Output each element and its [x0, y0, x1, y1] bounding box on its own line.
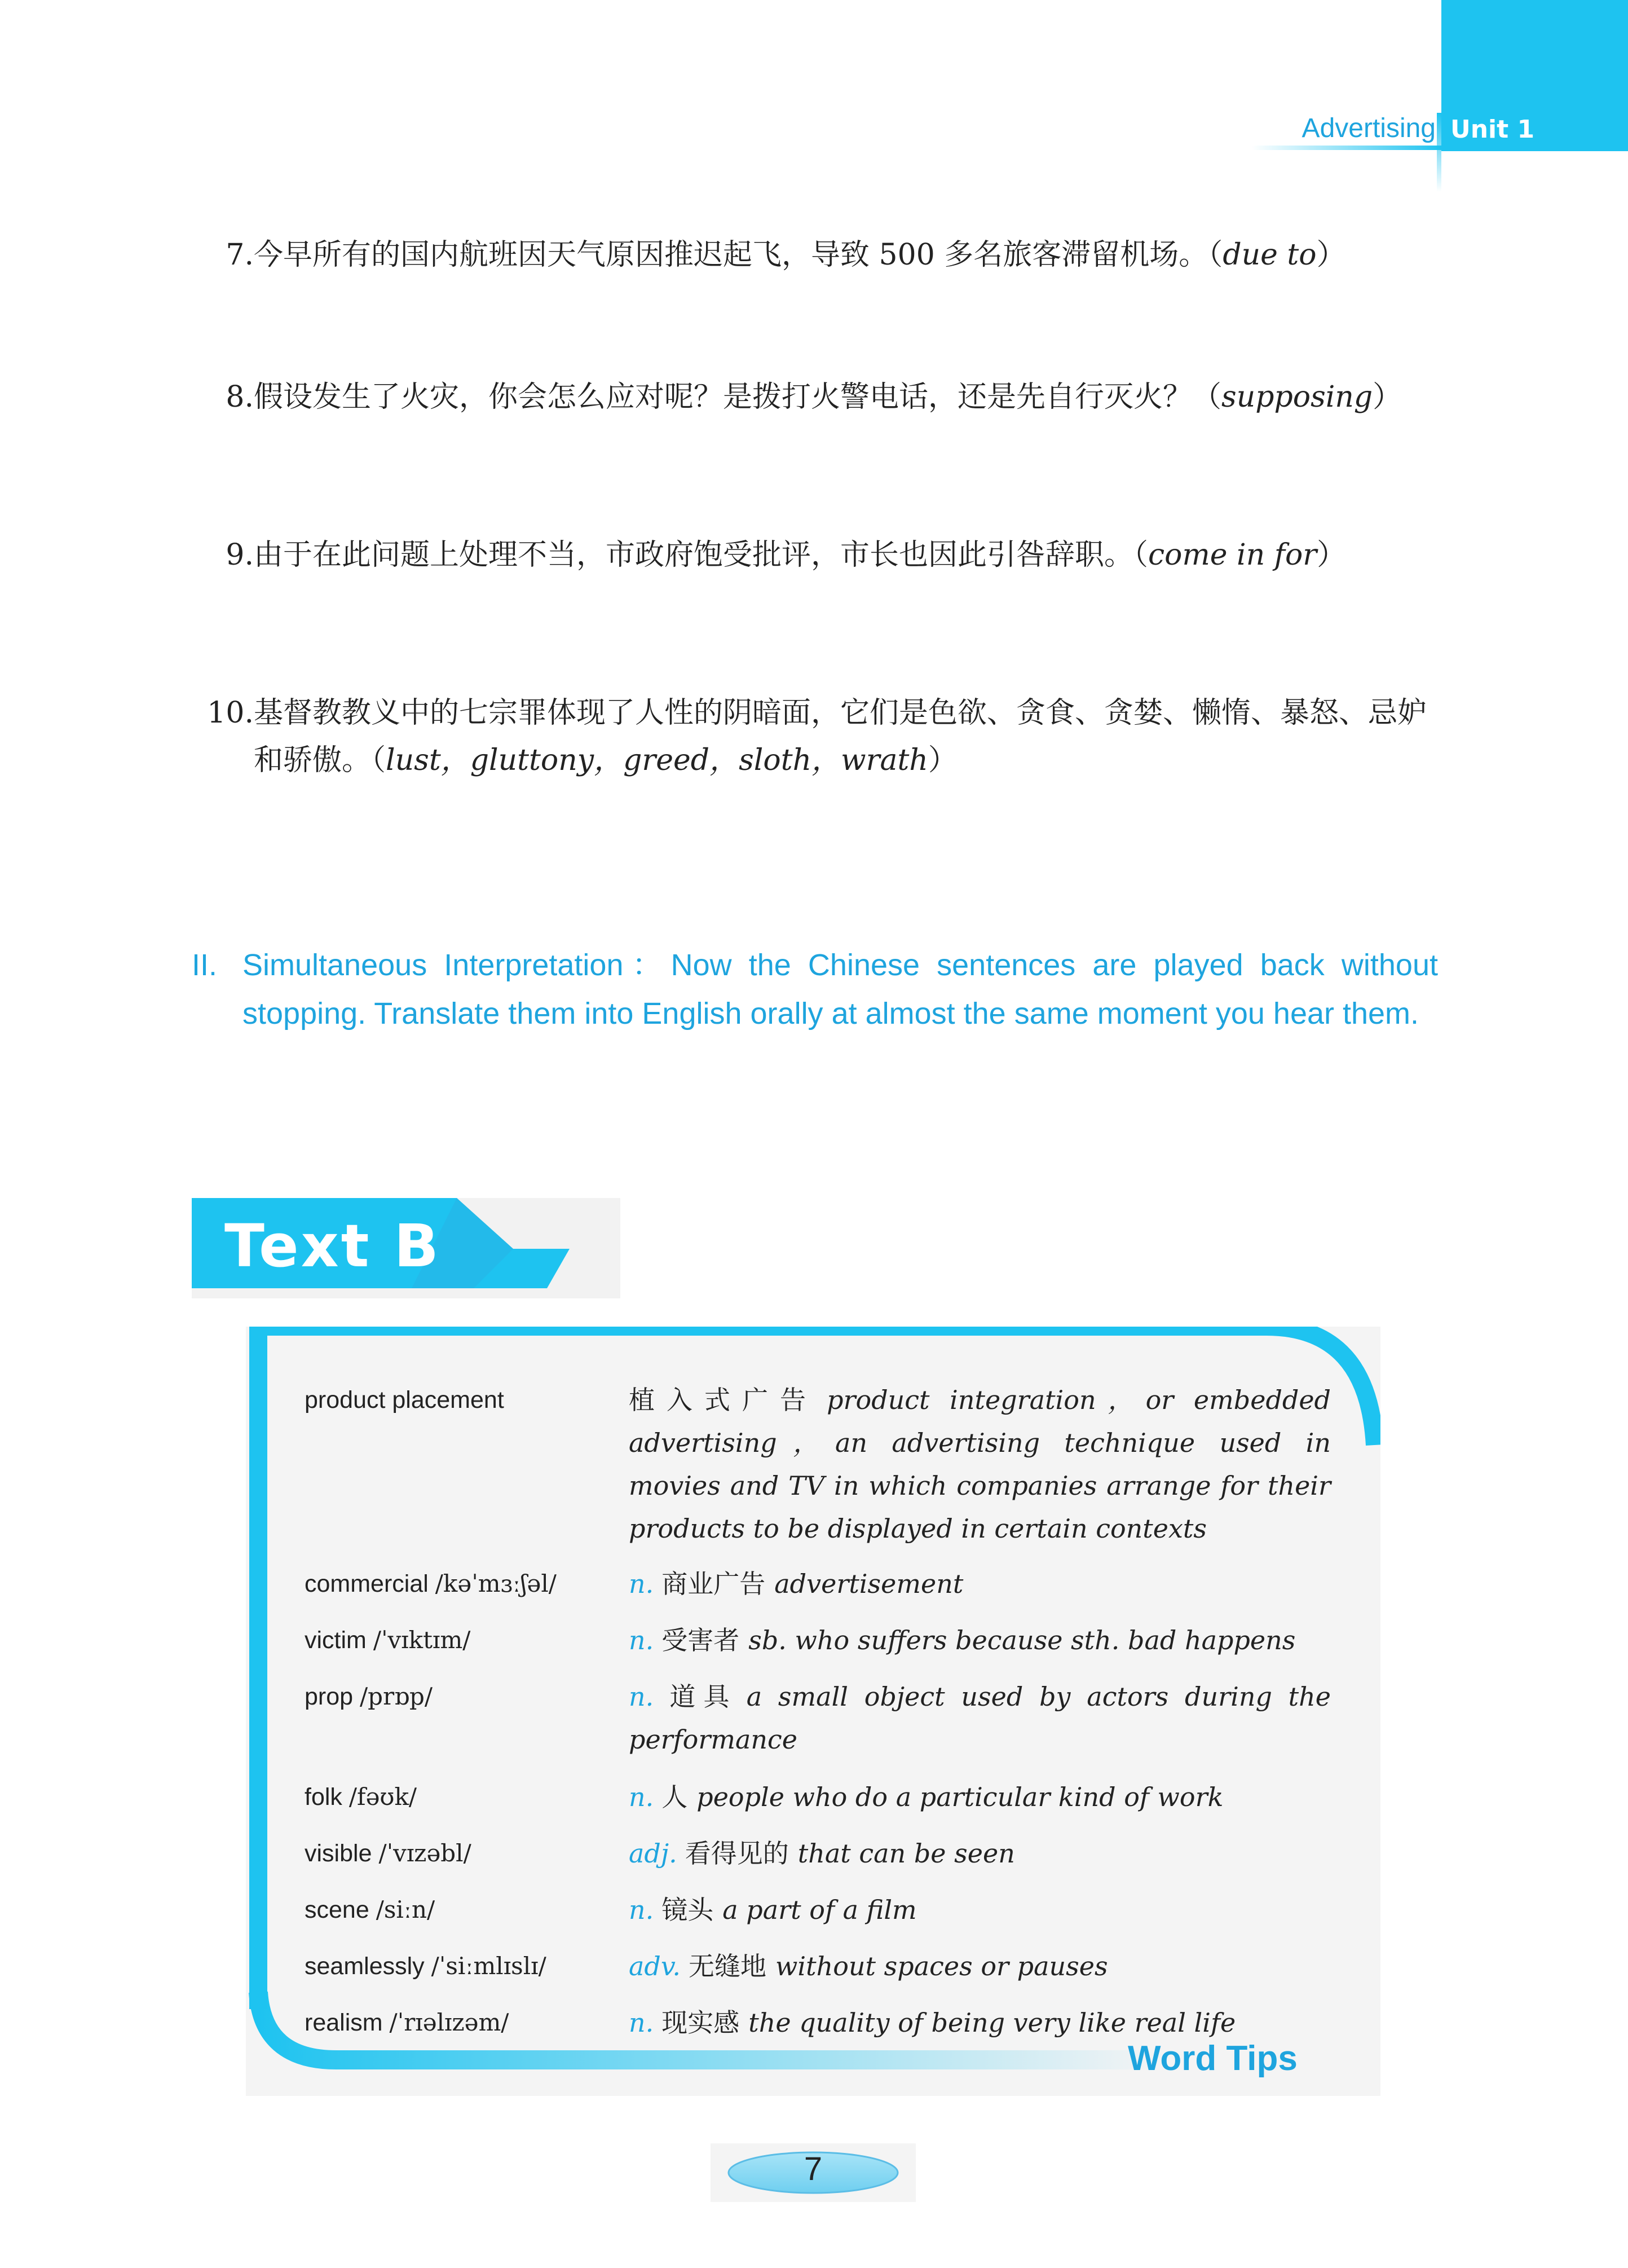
entry-phonetic: /prɒp/	[360, 1683, 433, 1710]
entry-phonetic: /kəˈmɜːʃəl/	[435, 1570, 557, 1597]
entry-word: realism	[305, 2009, 383, 2036]
entry-pos: n.	[629, 1895, 654, 1925]
header-divider	[1437, 113, 1441, 192]
item-close: ）	[1316, 238, 1346, 272]
entry-word: seamlessly	[305, 1953, 425, 1980]
item-text: 由于在此问题上处理不当，市政府饱受批评，市长也因此引咎辞职。（	[254, 538, 1149, 572]
exercise-item-9	[192, 531, 1438, 579]
entry-chinese: 看得见的	[685, 1838, 789, 1869]
exercise-item-8	[192, 373, 1438, 421]
item-hint: due to	[1223, 238, 1317, 272]
header-rule	[1252, 146, 1441, 150]
item-close: ）	[1317, 538, 1347, 572]
item-close: ）	[1373, 380, 1402, 414]
entry-definition: people who do a particular kind of work	[696, 1782, 1224, 1812]
entry-pos: n.	[629, 1782, 654, 1812]
entry-pos: adv.	[629, 1951, 681, 1981]
section-2-instructions	[192, 941, 1438, 1038]
entry-word: prop	[305, 1683, 354, 1710]
entry-phonetic: /siːn/	[376, 1896, 435, 1923]
word-tips-label: Word Tips	[1128, 2039, 1298, 2078]
entry-definition: that can be seen	[797, 1838, 1015, 1869]
entry-definition: a part of a film	[722, 1895, 917, 1925]
entry-chinese: 受害者	[661, 1625, 740, 1655]
entry-chinese: 镜头	[661, 1895, 714, 1925]
entry-definition: without spaces or pauses	[775, 1951, 1108, 1981]
word-entry	[305, 1562, 1331, 1605]
header-topic: Advertising	[1301, 113, 1436, 143]
page-number: 7	[804, 2151, 823, 2187]
item-close: ）	[928, 743, 958, 777]
entry-word: victim	[305, 1627, 367, 1654]
entry-word: folk	[305, 1783, 342, 1811]
entry-word: visible	[305, 1840, 372, 1867]
entry-chinese: 无缝地	[689, 1951, 767, 1981]
text-b-title: Text B	[224, 1212, 441, 1280]
entry-chinese: 植入式广告	[629, 1385, 818, 1415]
word-entry	[305, 1619, 1331, 1662]
entry-pos: adj.	[629, 1838, 677, 1869]
entry-phonetic: /ˈrɪəlɪzəm/	[389, 2009, 509, 2036]
item-number: 10.	[207, 696, 254, 730]
entry-pos: n.	[629, 2007, 654, 2038]
item-number: 9.	[226, 538, 254, 572]
entry-phonetic: /ˈsiːmlɪslɪ/	[431, 1952, 546, 1980]
word-entry	[305, 1675, 1331, 1761]
item-number: 7.	[226, 238, 254, 272]
entry-phonetic: /fəʊk/	[348, 1783, 417, 1811]
item-text: 基督教教义中的七宗罪体现了人性的阴暗面，它们是色欲、贪食、贪婪、懒惰、暴怒、忌妒和骄傲。（	[254, 696, 1427, 777]
entry-word: commercial	[305, 1570, 429, 1597]
word-entry	[305, 1832, 1331, 1875]
entry-definition: the quality of being very like real life	[748, 2007, 1236, 2038]
entry-chinese: 现实感	[661, 2007, 740, 2038]
entry-word: scene	[305, 1896, 369, 1923]
entry-chinese: 道具	[661, 1681, 738, 1712]
entry-definition: a small object used by actors during the performance	[629, 1681, 1331, 1755]
entry-definition: advertisement	[774, 1569, 964, 1599]
entry-phonetic: /ˈvɪzəbl/	[378, 1839, 471, 1867]
exercise-item-10	[192, 689, 1438, 784]
entry-pos: n.	[629, 1625, 654, 1655]
word-entry	[305, 1776, 1331, 1818]
entry-pos: n.	[629, 1681, 654, 1712]
item-hint: lust，gluttony，greed，sloth，wrath	[386, 743, 928, 777]
item-text: 今早所有的国内航班因天气原因推迟起飞，导致 500 多名旅客滞留机场。（	[254, 238, 1223, 272]
section-2-text: Simultaneous Interpretation：Now the Chinese sentences are played back without stopping. Translate them into English orally at almost the same moment you hear them.	[242, 948, 1438, 1030]
word-entry	[305, 1379, 1331, 1550]
word-entry	[305, 2001, 1331, 2044]
entry-chinese: 商业广告	[661, 1569, 766, 1599]
section-2-label: II.	[192, 948, 218, 982]
word-entry	[305, 1888, 1331, 1931]
word-entry	[305, 1945, 1331, 1988]
item-number: 8.	[226, 380, 254, 414]
entry-chinese: 人	[661, 1782, 688, 1812]
entry-pos: n.	[629, 1569, 654, 1599]
header-unit-label: Unit 1	[1450, 115, 1535, 144]
item-hint: come in for	[1148, 538, 1317, 572]
entry-definition: sb. who suffers because sth. bad happens	[748, 1625, 1296, 1655]
exercise-item-7	[192, 231, 1438, 279]
entry-phonetic: /ˈvɪktɪm/	[373, 1626, 471, 1654]
item-hint: supposing	[1221, 380, 1373, 414]
entry-word: product placement	[305, 1386, 504, 1413]
entry-definition: product integration，or embedded advertising，an advertising technique used in movies and TV in which companies arrange for their products to be displayed in certain contexts	[629, 1385, 1331, 1544]
item-text: 假设发生了火灾，你会怎么应对呢？是拨打火警电话，还是先自行灭火？（	[254, 380, 1222, 414]
